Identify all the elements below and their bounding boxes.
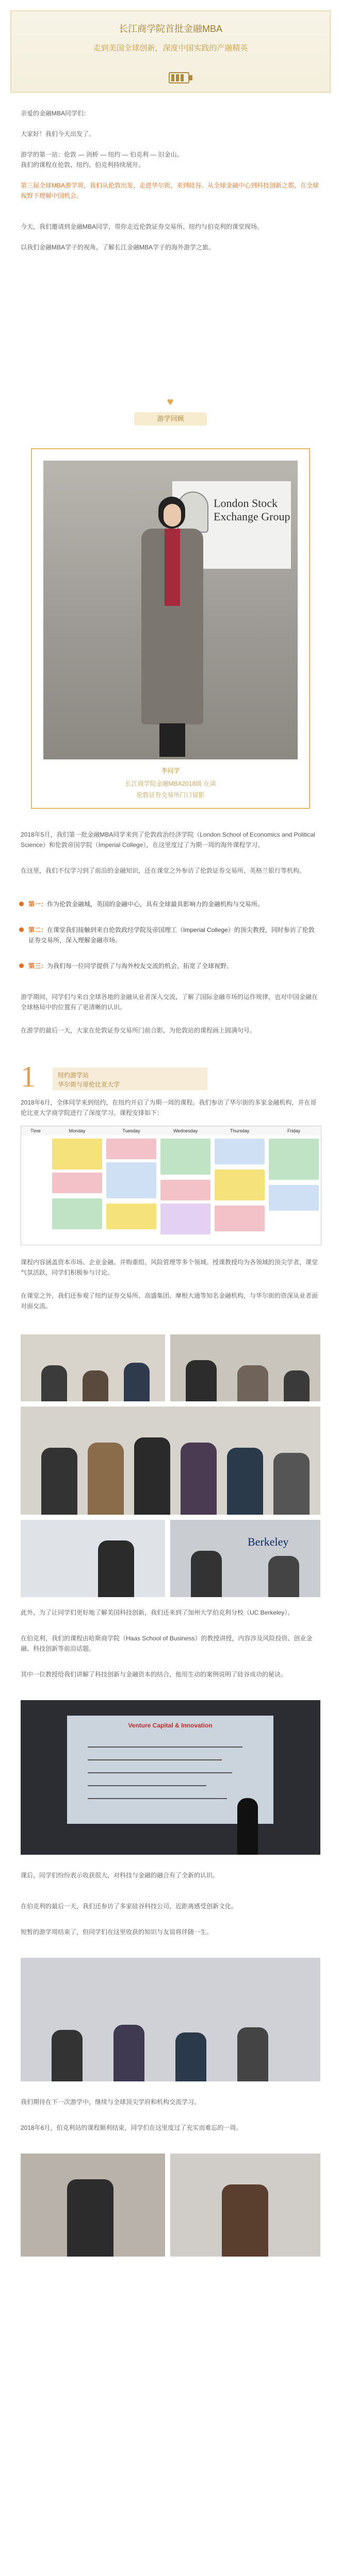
timetable-cell (52, 1139, 102, 1170)
story-p1: 2018年5月，我们第一批金融MBA同学来到了伦敦政治经济学院（London School of Economics and Political Science）和伦敦帝国学院（Imperial College），在这里度过了为期一周的海外课程学习。 (21, 831, 315, 849)
timetable-cell (160, 1139, 210, 1175)
section2-intro: 此外，为了让同学们更好地了解美国科技创新，我们还来到了加州大学伯克利分校（UC Berkeley）。 (21, 1609, 294, 1616)
timetable-header: Friday (267, 1126, 321, 1136)
story2-p1: 游学期间，同学们与来自全球各地的金融从业者深入交流，了解了国际金融市场的运作规律，也对中国金融在全球格局中的位置有了更清晰的认识。 (21, 993, 318, 1011)
bullet-text: 作为伦敦金融城，英国的金融中心，具有全球最具影响力的金融机构与交易所。 (47, 901, 264, 908)
timetable-cell (52, 1173, 102, 1193)
class-photo (170, 1334, 320, 1401)
event-photo (21, 2154, 165, 2257)
timetable-header: Tuesday (104, 1126, 159, 1136)
event-photo (170, 2154, 320, 2257)
timetable-cell (52, 1198, 102, 1229)
banner-subtitle: 走到美国全球创新，深度中国实践的产融精英 (93, 44, 248, 53)
intro-p3: 我们的课程在伦敦、纽约、伯克利持续展开。 (21, 161, 145, 168)
section2-text4: 在伯克利的最后一天，我们还参访了多家硅谷科技公司，近距离感受创新文化。 (21, 1903, 238, 1910)
photo-caption-line3: 伦敦证券交易所门口留影 (136, 791, 205, 799)
bullet-label: 第一： (28, 901, 47, 908)
photo-caption-line2: 长江商学院金融MBA2018级 在读 (125, 780, 216, 787)
section2-text7: 2018年6月，伯克利站的课程顺利结束，同学们在这里度过了充实而难忘的一周。 (21, 2124, 242, 2131)
timetable-cell (215, 1139, 265, 1164)
group-photo (21, 1406, 320, 1515)
heart-icon: ♥ (167, 395, 174, 408)
bullet-item-1 (28, 899, 317, 909)
timetable-header: Wednesday (158, 1126, 213, 1136)
timetable-cell (106, 1204, 156, 1229)
bullet-item-3 (28, 961, 317, 971)
lecture-photo (21, 1520, 165, 1597)
featured-photo-frame (31, 448, 310, 809)
class-photo (21, 1334, 165, 1401)
section2-text3: 课后，同学们纷纷表示收获很大，对科技与金融的融合有了全新的认识。 (21, 1872, 219, 1879)
timetable-header: Time (21, 1126, 51, 1136)
story2-p2: 在游学的最后一天，大家在伦敦证券交易所门前合影，为伦敦站的课程画上圆满句号。 (21, 1027, 256, 1034)
intro-p6: 以我们金融MBA学子的视角，了解长江金融MBA学子的海外游学之旅。 (21, 244, 215, 251)
timetable-cell (269, 1185, 319, 1211)
section2-text6: 我们期待在下一次游学中，继续与全球顶尖学府和机构交流学习。 (21, 2098, 201, 2106)
timetable-header: Thursday (213, 1126, 267, 1136)
section2-text1: 在伯克利，我们的课程由哈斯商学院（Haas School of Business）的教授讲授，内容涉及风险投资、创业金融、科技创新等前沿话题。 (21, 1635, 313, 1652)
bullet-item-2 (28, 925, 317, 945)
section2-text2: 其中一位教授给我们讲解了科技创新与金融资本的结合，他用生动的案例说明了硅谷成功的秘诀。 (21, 1671, 287, 1678)
featured-photo (43, 461, 298, 759)
timetable-cell (106, 1139, 156, 1159)
timetable-cell (215, 1206, 265, 1231)
section1-text3: 在课堂之外，我们还参观了纽约证券交易所、高盛集团、摩根大通等知名金融机构，与华尔街的资深从业者面对面交流。 (21, 1292, 318, 1310)
person-figure (134, 497, 211, 759)
section2-text5: 短暂的游学周结束了，但同学们在这里收获的知识与友谊将伴随一生。 (21, 1928, 213, 1936)
section-header-line1: 纽约游学站 (58, 1072, 89, 1079)
timetable-header: Monday (50, 1126, 105, 1136)
lecture-slide-photo (21, 1700, 320, 1855)
banner-title: 长江商学院首批金融MBA (118, 24, 222, 34)
photo-caption-name: 李同学 (161, 767, 180, 774)
intro-highlight: 第三届全球MBA游学周，我们从伦敦出发，走进华尔街，来到硅谷。从全球金融中心到科技创新之都，在全球视野下理解中国机会。 (21, 182, 319, 199)
section1-text2: 课程内容涵盖资本市场、企业金融、并购重组、风险管理等多个领域。授课教授均为各领域的顶尖学者，课堂气氛活跃，同学们积极参与讨论。 (21, 1259, 318, 1276)
section-tag: 游学回顾 (134, 412, 207, 426)
classroom-photo (21, 1958, 320, 2081)
berkeley-photo (170, 1520, 320, 1597)
slide-title: Venture Capital & Innovation (128, 1722, 213, 1729)
bullet-label: 第二： (28, 926, 47, 934)
section-number: 1 (21, 1060, 36, 1093)
section-header-line2: 华尔街与哥伦比亚大学 (58, 1081, 120, 1088)
intro-p1: 大家好！我们今天出发了。 (21, 130, 95, 138)
course-timetable (21, 1126, 321, 1245)
bullet-text: 为我们每一位同学提供了与海外校友交流的机会，拓宽了全球视野。 (47, 962, 233, 970)
timetable-cell (215, 1170, 265, 1200)
intro-p2: 游学的第一站：伦敦 — 剑桥 — 纽约 — 伯克利 — 旧金山。 (21, 151, 183, 158)
intro-p5: 今天，我们邀请到金融MBA同学，带你走近伦敦证券交易所、纽约与伯克利的课堂现场。 (21, 223, 264, 230)
header-banner (10, 10, 331, 93)
timetable-cell (160, 1204, 210, 1234)
timetable-cell (160, 1180, 210, 1200)
plaque-text: London Stock Exchange Group (214, 497, 290, 523)
intro-greeting: 亲爱的金融MBA同学们： (21, 110, 90, 117)
bullet-label: 第三： (28, 962, 47, 970)
story-p2: 在这里，我们不仅学习到了前沿的金融知识，还在课堂之外参访了伦敦证券交易所、英格兰银行等机构。 (21, 867, 306, 874)
bullet-text: 在课堂我们接触到来自伦敦政经学院及帝国理工（Imperial College）的顶尖教授，同时参访了伦敦证券交易所，深入理解金融市场。 (28, 926, 315, 944)
section1-text: 2018年6月，全体同学来到纽约，在纽约开启了为期一周的课程。我们参访了华尔街的多家金融机构，并在哥伦比亚大学商学院进行了深度学习。课程安排如下： (21, 1099, 317, 1116)
section-header (53, 1067, 207, 1090)
battery-icon (169, 72, 193, 83)
timetable-cell (269, 1139, 319, 1180)
timetable-cell (106, 1162, 156, 1198)
berkeley-label: Berkeley (248, 1535, 289, 1548)
